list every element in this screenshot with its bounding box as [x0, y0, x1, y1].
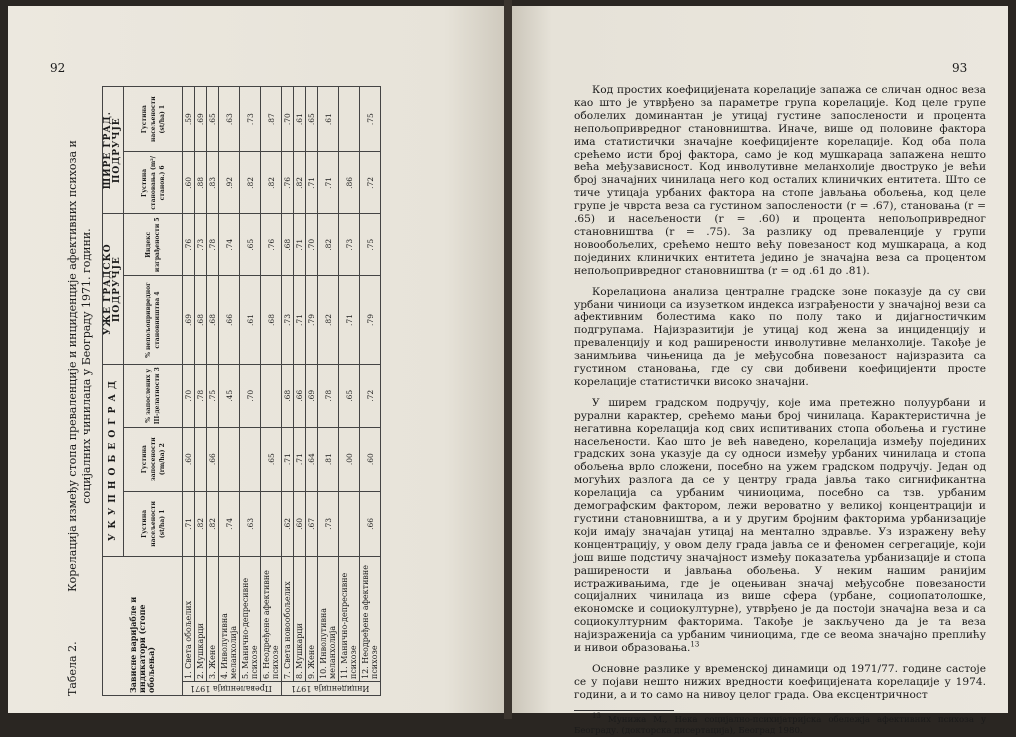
- footnote-number: 13: [592, 711, 601, 720]
- value-cell: .78: [195, 364, 207, 427]
- first-col-header: Зависне варијабле и индикатори (стопе обољења): [103, 557, 183, 696]
- value-cell: .60: [183, 427, 195, 491]
- value-cell: .86: [339, 152, 360, 214]
- value-cell: [219, 427, 240, 491]
- group-label-text: Инциденција 1971: [290, 684, 370, 693]
- region-header-inner: УЖЕ ГРАДСКО ПОДРУЧЈЕ: [103, 214, 124, 364]
- footnote-ref: 13: [690, 640, 700, 649]
- table-row: [282, 87, 294, 696]
- value-cell: .83: [207, 152, 219, 214]
- table-row: [195, 87, 207, 696]
- column-header: Густина запосености (rm/ha) 2: [124, 427, 183, 491]
- value-cell: .71: [282, 427, 294, 491]
- value-cell: .63: [219, 87, 240, 152]
- value-cell: .75: [360, 87, 381, 152]
- value-cell: .00: [339, 427, 360, 491]
- value-cell: .69: [195, 87, 207, 152]
- group-label: [183, 682, 282, 696]
- value-cell: .74: [219, 491, 240, 556]
- row-label: 8. Мушкарци: [294, 557, 306, 682]
- region-header-outer: ШИРЕ ГРАД. ПОДРУЧЈЕ: [103, 87, 124, 214]
- value-cell: .87: [261, 87, 282, 152]
- value-cell: .72: [360, 364, 381, 427]
- paragraph-3: [574, 397, 986, 655]
- column-header: % запослених у III-делатности 3: [124, 364, 183, 427]
- value-cell: .75: [207, 364, 219, 427]
- value-cell: .78: [207, 214, 219, 276]
- value-cell: .92: [219, 152, 240, 214]
- table-row: [207, 87, 219, 696]
- value-cell: .61: [240, 276, 261, 365]
- value-cell: .76: [282, 152, 294, 214]
- value-cell: .68: [207, 276, 219, 365]
- row-label: 6. Неодређене афективне психозе: [261, 557, 282, 682]
- value-cell: .65: [240, 214, 261, 276]
- value-cell: .62: [282, 491, 294, 556]
- value-cell: .73: [195, 214, 207, 276]
- table-title: Корелација између стопа преваленције и инциденције афективних психоза и социјалних чинилаца у Београду 1971. години.: [66, 140, 93, 592]
- table-row: [360, 87, 381, 696]
- value-cell: .61: [294, 87, 306, 152]
- row-label: 3. Жене: [207, 557, 219, 682]
- value-cell: [339, 87, 360, 152]
- value-cell: .79: [306, 276, 318, 365]
- value-cell: .66: [294, 364, 306, 427]
- value-cell: .66: [360, 491, 381, 556]
- value-cell: .67: [306, 491, 318, 556]
- row-label: 11. Манично-депресивне психозе: [339, 557, 360, 682]
- value-cell: .65: [261, 427, 282, 491]
- value-cell: .71: [294, 214, 306, 276]
- footnote: [574, 711, 987, 737]
- value-cell: .71: [294, 276, 306, 365]
- value-cell: .73: [282, 276, 294, 365]
- value-cell: [261, 491, 282, 556]
- value-cell: [339, 491, 360, 556]
- value-cell: [240, 427, 261, 491]
- value-cell: .76: [183, 214, 195, 276]
- value-cell: .76: [261, 214, 282, 276]
- table-row: [306, 87, 318, 696]
- value-cell: .74: [219, 214, 240, 276]
- value-cell: .81: [318, 427, 339, 491]
- table-row: [339, 87, 360, 696]
- value-cell: .65: [339, 364, 360, 427]
- footnote-text: Мунижа М., Нека социјално-психијатријска обележја афективних психоза у Београду. (докторска дисертација), Београд 1980.: [574, 714, 987, 736]
- value-cell: .70: [183, 364, 195, 427]
- page-number-left: 92: [50, 61, 66, 75]
- column-header: Индекс изграђености 5: [124, 214, 183, 276]
- value-cell: .73: [339, 214, 360, 276]
- value-cell: .82: [261, 152, 282, 214]
- paragraph-4: Основне разлике у временској динамици од 1971/77. године састоје се у појави нешто нижих вредности коефицијената корелације у 1974. години, а и то само на нивоу целог града. Ова ексцентричност: [574, 662, 986, 701]
- value-cell: [195, 427, 207, 491]
- paragraph-2: Корелациона анализа централне градске зоне показује да су сви урбани чиниоци са изузетком индекса изграђености у значајној вези са афективним болестима како по полу тако и дијагностичким подгрупама. Најизразитији је утицај код жена за инциденцију и преваленцију и код раширености инволутивне меланхолије. Такође је занимљива чињеница да је међусобна повезаност најизразита са густином становања, где су сви добивени коефицијенти просте корелације статистички високо значајни.: [574, 285, 986, 388]
- value-cell: .78: [318, 364, 339, 427]
- value-cell: .60: [294, 491, 306, 556]
- value-cell: .72: [360, 152, 381, 214]
- value-cell: .70: [240, 364, 261, 427]
- value-cell: .45: [219, 364, 240, 427]
- value-cell: .59: [183, 87, 195, 152]
- value-cell: .60: [183, 152, 195, 214]
- value-cell: .69: [306, 364, 318, 427]
- table-row: [294, 87, 306, 696]
- value-cell: .64: [306, 427, 318, 491]
- value-cell: .70: [282, 87, 294, 152]
- table-row: [219, 87, 240, 696]
- value-cell: .88: [195, 152, 207, 214]
- value-cell: .60: [360, 427, 381, 491]
- row-label: 9. Жене: [306, 557, 318, 682]
- value-cell: .75: [360, 214, 381, 276]
- value-cell: .69: [183, 276, 195, 365]
- column-header: % непољопривредног становништва 4: [124, 276, 183, 365]
- value-cell: .71: [306, 152, 318, 214]
- value-cell: .70: [306, 214, 318, 276]
- row-label: 5. Манично-депресивне психозе: [240, 557, 261, 682]
- group-label-text: Преваленција 1971: [190, 684, 272, 693]
- value-cell: .63: [240, 491, 261, 556]
- rotated-table-area: [66, 86, 486, 696]
- value-cell: .82: [318, 214, 339, 276]
- footnote-divider: [574, 710, 674, 711]
- table-row: [183, 87, 195, 696]
- page-number-right: 93: [952, 61, 968, 75]
- correlation-table: [102, 86, 381, 696]
- value-cell: .65: [207, 87, 219, 152]
- value-cell: .71: [294, 427, 306, 491]
- value-cell: .68: [195, 276, 207, 365]
- table-row: [240, 87, 261, 696]
- value-cell: .73: [240, 87, 261, 152]
- table-rotated-container: [66, 86, 486, 696]
- table-row: [318, 87, 339, 696]
- column-header: Густина насељености (st/ha) 1: [124, 491, 183, 556]
- value-cell: .66: [207, 427, 219, 491]
- value-cell: .68: [261, 276, 282, 365]
- row-label: 10. Инволутивна меланхолија: [318, 557, 339, 682]
- value-cell: .82: [240, 152, 261, 214]
- value-cell: .79: [360, 276, 381, 365]
- table-row: [261, 87, 282, 696]
- region-header-total: У К У П Н О Б Е О Г Р А Д: [103, 364, 124, 556]
- paragraph-1: Код простих коефицијената корелације запажа се сличан однос веза као што је утврђено за параметре група корелације. Код целе групе оболелих доминантан је утицај густине запослености и процента непољопривредног становништва. Иначе, више од половине фактора има статистички значајне коефицијенте корелације. Код оба пола срећемо исти број фактора, само је код мушкараца запажена нешто већа међузависност. Код инволутивне меланхолије двоструко је већи број значајних чинилаца него код осталих клиничких ентитета. Што се тиче утицаја урбаних фактора на стопе јављања обољења, код целе групе је чврста веза са густином запослености (r = .67), становања (r = .65) и насељености (r = .60) и процента непољопривредног становништва (r = .75). За разлику од преваленције у групи новообољелих, срећемо нешто већу повезаност код мушкараца, а код појединих клиничких ентитета једино је значајна веза са процентом непољопривредног становништва (r = од .61 до .81).: [574, 84, 986, 277]
- value-cell: .71: [339, 276, 360, 365]
- value-cell: .66: [219, 276, 240, 365]
- group-label: [282, 682, 381, 696]
- right-page: [512, 6, 1008, 736]
- value-cell: .71: [183, 491, 195, 556]
- row-label: 4. Инволутивна меланхолија: [219, 557, 240, 682]
- value-cell: .82: [318, 276, 339, 365]
- column-header: Густина становања (m²/станов.) 6: [124, 152, 183, 214]
- row-label: 12. Неодређене афективне психозе: [360, 557, 381, 682]
- value-cell: .71: [318, 152, 339, 214]
- row-label: 7. Света новообољелих: [282, 557, 294, 682]
- column-header: Густина насељености (st/ha) 1: [124, 87, 183, 152]
- book-spine: [504, 0, 512, 719]
- value-cell: .82: [294, 152, 306, 214]
- left-page: [8, 6, 504, 713]
- value-cell: .82: [195, 491, 207, 556]
- value-cell: .82: [207, 491, 219, 556]
- value-cell: .61: [318, 87, 339, 152]
- value-cell: .68: [282, 214, 294, 276]
- row-label: 2. Мушкарци: [195, 557, 207, 682]
- row-label: 1. Света обољелих: [183, 557, 195, 682]
- value-cell: .73: [318, 491, 339, 556]
- table-label: Табела 2.: [66, 641, 79, 696]
- body-text: [574, 84, 986, 737]
- value-cell: .65: [306, 87, 318, 152]
- value-cell: .68: [282, 364, 294, 427]
- paragraph-3-text: У ширем градском подручју, које има претежно полуурбани и рурални карактер, срећемо мањи број чинилаца. Карактеристична је негативна корелација код свих испитиваних стопа обољења и густине насељености. Као што је већ наведено, корелација између појединих градских зона указује да су односи између урбаних чинилаца и стопа обољења врло сложени, посебно на ужем градском подручју. Један од могућих разлога да се у центру града јавља тако сигнификантна корелација са урбаним чиниоцима, посебно са тзв. урбаним демографским фактором, лежи вероватно у великој концентрацији и густини становништва, а и у другим бројним факторима урбанизације који имају значајан утицај на ментално здравље. Уз изражену већу концентрацију, у овом делу града јавља се и феномен сегрегације, који још више подстичу значајност између показатеља урбанизације и стопа раширености и јављања обољења. У неким нашим ранијим истраживањима, где је оцењиван значај међусобне повезаности социјалних чинилаца из више сфера (урбане, социопатолошке, економске и социокултурне), утврђено је да постоји значајна веза и са социокултурним факторима. Такође је закључено да је та веза најизраженија са урбаним чиниоцима, где се веома значајно преплићу и нивои образовања.: [574, 396, 986, 655]
- value-cell: [261, 364, 282, 427]
